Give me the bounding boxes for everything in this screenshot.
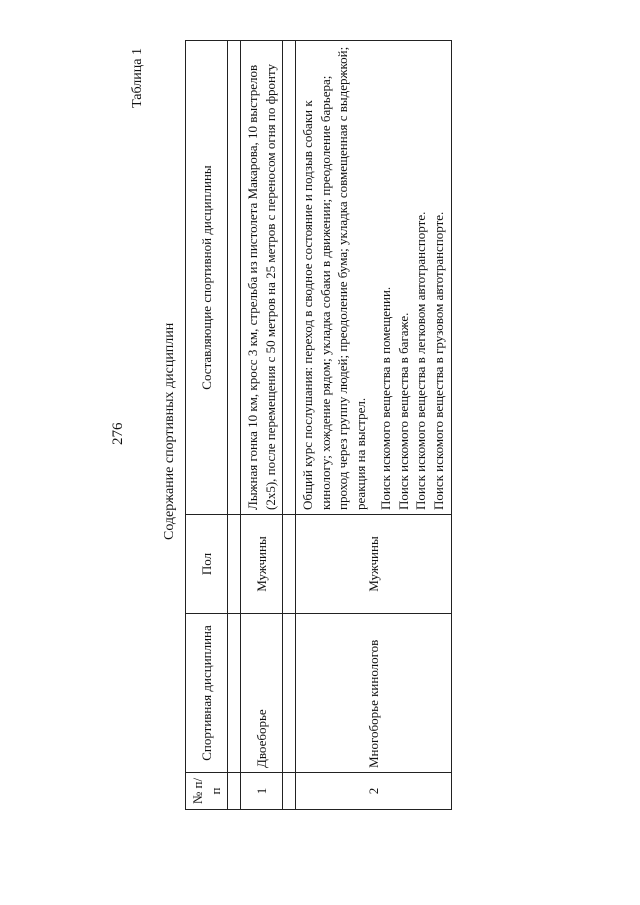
table-divider-row <box>283 41 296 810</box>
row-discipline: Двоеборье <box>241 614 283 773</box>
table-divider-row <box>228 41 241 810</box>
disciplines-table <box>185 40 452 810</box>
row-num: 2 <box>296 773 451 810</box>
row-components <box>296 41 451 515</box>
table-row <box>241 41 283 810</box>
component-line: Поиск искомого вещества в легковом автотранспорте. <box>413 211 429 510</box>
header-sex: Пол <box>186 515 228 614</box>
table-row <box>296 41 451 810</box>
component-line: Поиск искомого вещества в помещении. <box>378 286 394 510</box>
component-line: Поиск искомого вещества в грузовом автотранспорте. <box>431 211 447 510</box>
row-sex: Мужчины <box>241 515 283 614</box>
component-line: Поиск искомого вещества в багаже. <box>395 312 411 510</box>
page-number: 276 <box>110 422 126 445</box>
row-discipline: Многоборье кинологов <box>296 614 451 773</box>
row-components <box>241 41 283 515</box>
header-components: Составляющие спортивной дисциплины <box>186 41 228 515</box>
component-line: Лыжная гонка 10 км, кросс 3 км, стрельба из пистолета Макарова, 10 выстрелов (2х5), после перемещения с 50 метров на 25 метров с переносом огня по фронту <box>245 64 278 510</box>
header-discipline: Спортивная дисциплина <box>186 614 228 773</box>
row-num: 1 <box>241 773 283 810</box>
rotated-page <box>102 30 447 820</box>
component-line: Общий курс послушания: переход в сводное состояние и подзыв собаки к кинологу; хождение рядом; укладка собаки в движении; преодоление барьера; проход через группу людей; преодоление бума; укладка совмещенная с выдержкой; реакция на выстрел. <box>300 46 368 510</box>
table-label: Таблица 1 <box>130 48 145 108</box>
row-sex: Мужчины <box>296 515 451 614</box>
table-header-row <box>186 41 228 810</box>
header-num: № п/п <box>186 773 228 810</box>
table-caption: Содержание спортивных дисциплин <box>162 322 177 540</box>
